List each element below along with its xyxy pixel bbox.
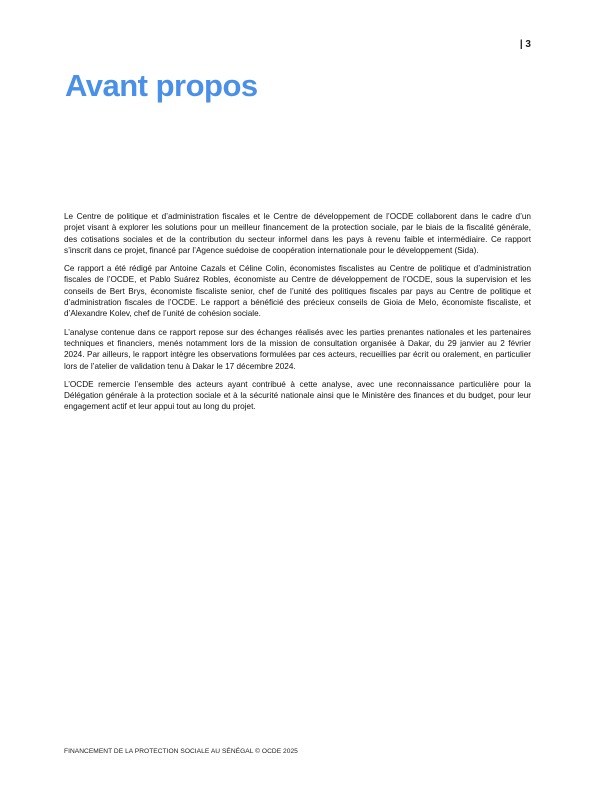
paragraph-analysis: L’analyse contenue dans ce rapport repose sur des échanges réalisés avec les parties prenantes nationales et les partenaires techniques et financiers, menés notamment lors de la mission de consultation organisée à Dakar, du 29 janvier au 2 février 2024. Par ailleurs, le rapport intègre les observations formulées par ces acteurs, recueillies par écrit ou oralement, en particulier lors de l’atelier de validation tenu à Dakar le 17 décembre 2024.: [64, 327, 531, 371]
page-number: | 3: [519, 39, 531, 50]
page-footer: FINANCEMENT DE LA PROTECTION SOCIALE AU SÉNÉGAL © OCDE 2025: [64, 748, 298, 755]
paragraph-authors: Ce rapport a été rédigé par Antoine Cazals et Céline Colin, économistes fiscalistes au Centre de politique et d’administration fiscales de l’OCDE, et Pablo Suárez Robles, économiste au Centre de développement de l’OCDE, sous la supervision et les conseils de Bert Brys, économiste fiscaliste senior, chef de l’unité des politiques fiscales par pays au Centre de politique et d’administration fiscales de l’OCDE. Le rapport a bénéficié des précieux conseils de Gioia de Melo, économiste fiscaliste, et d’Alexandre Kolev, chef de l’unité de cohésion sociale.: [64, 264, 531, 319]
paragraph-thanks: L’OCDE remercie l’ensemble des acteurs ayant contribué à cette analyse, avec une reconnaissance particulière pour la Délégation générale à la protection sociale et à la sécurité nationale ainsi que le Ministère des finances et du budget, pour leur engagement actif et leur appui tout au long du projet.: [64, 379, 531, 412]
body-text: [64, 211, 531, 420]
page-title: Avant propos: [65, 68, 258, 103]
paragraph-intro: Le Centre de politique et d’administration fiscales et le Centre de développement de l’OCDE collaborent dans le cadre d’un projet visant à explorer les solutions pour un meilleur financement de la protection sociale, par le biais de la fiscalité générale, des cotisations sociales et de la contribution du secteur informel dans les pays à revenu faible et intermédiaire. Ce rapport s’inscrit dans ce projet, financé par l’Agence suédoise de coopération internationale pour le développement (Sida).: [64, 212, 531, 255]
